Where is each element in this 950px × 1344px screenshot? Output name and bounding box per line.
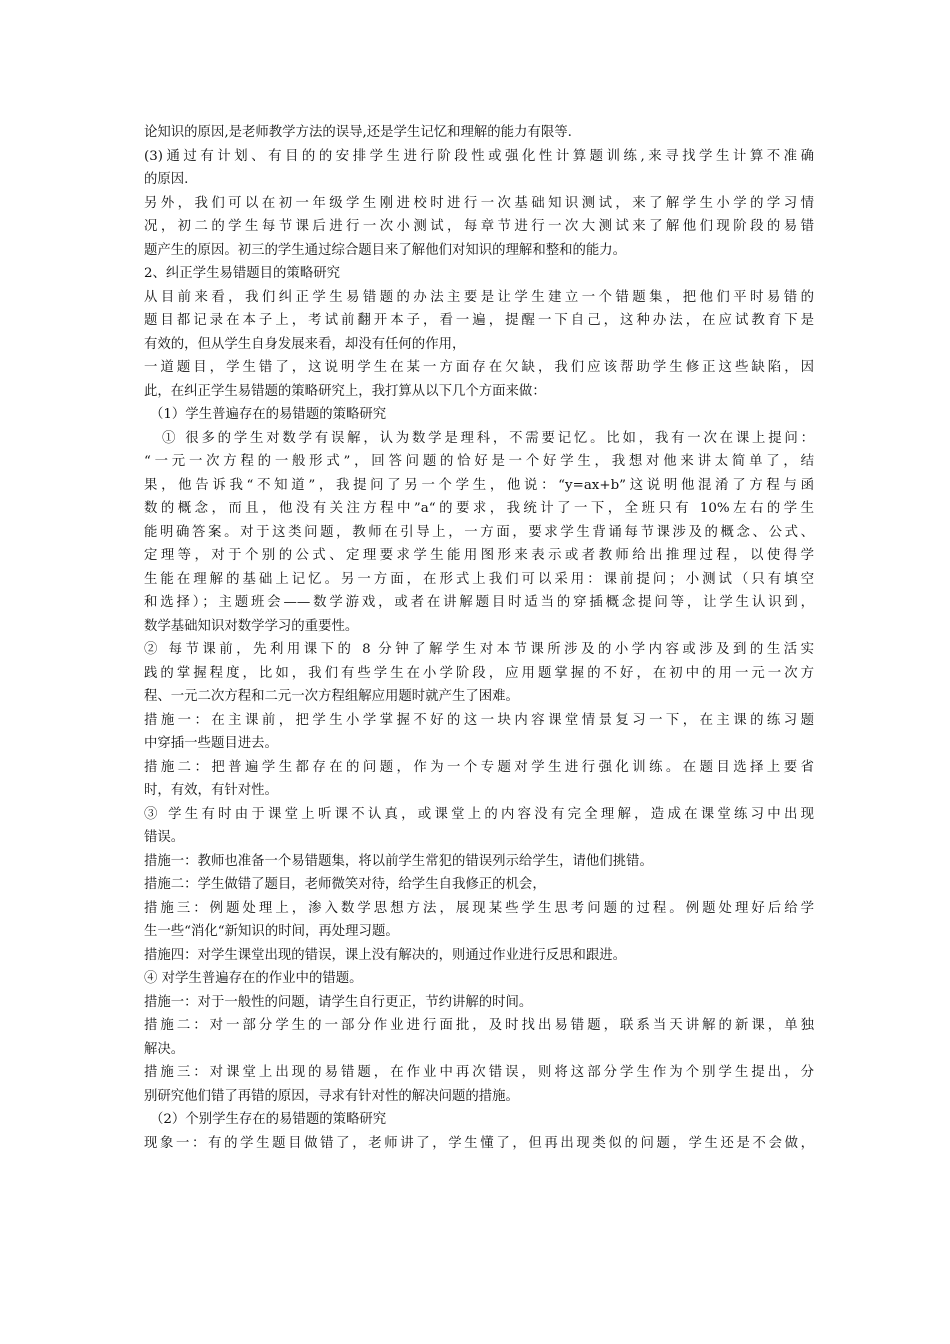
text-line: 论知识的原因,是老师教学方法的误导,还是学生记忆和理解的能力有限等.: [144, 125, 572, 140]
text-line: 的原因.: [144, 172, 189, 187]
text-line: 践的掌握程度，比如，我们有些学生在小学阶段，应用题掌握的不好，在初中的用一元一次方: [144, 665, 814, 681]
text-line: 程、一元二次方程和二元一次方程组解应用题时就产生了困难。: [144, 689, 519, 704]
text-line: 措施二：对一部分学生的一部分作业进行面批，及时找出易错题，联系当天讲解的新课，单独: [144, 1018, 814, 1033]
text-line: 一道题目，学生错了，这说明学生在某一方面存在欠缺，我们应该帮助学生修正这些缺陷，因: [144, 360, 814, 375]
text-line: 定理等，对于个别的公式、定理要求学生能用图形来表示或者教师给出推理过程，以使得学: [144, 548, 814, 563]
text-line: 时，有效，有针对性。: [144, 783, 278, 798]
text-line: 另外，我们可以在初一年级学生刚进校时进行一次基础知识测试，来了解学生小学的学习情: [144, 195, 814, 211]
text-line: 措施二：学生做错了题目，老师微笑对待，给学生自我修正的机会，: [144, 877, 546, 892]
text-line: 题目都记录在本子上，考试前翻开本子，看一遍，提醒一下自己，这种办法，在应试教育下是: [144, 313, 814, 328]
text-line: 数学基础知识对数学学习的重要性。: [144, 618, 359, 634]
text-line: 况，初二的学生每节课后进行一次小测试，每章节进行一次大测试来了解他们现阶段的易错: [144, 219, 814, 234]
text-line: 错误。: [144, 830, 185, 845]
text-line: 措施一：对于一般性的问题，请学生自行更正，节约讲解的时间。: [144, 994, 533, 1010]
text-line: 有效的，但从学生自身发展来看，却没有任何的作用，: [144, 336, 466, 352]
text-line: 解决。: [144, 1041, 185, 1057]
subsection-heading: （1）学生普遍存在的易错题的策略研究: [150, 407, 387, 422]
text-line: “一元一次方程的一般形式”，回答问题的恰好是一个好学生，我想对他来讲太简单了，结: [144, 454, 814, 469]
text-line: 措施三：例题处理上，渗入数学思想方法，展现某些学生思考问题的过程。例题处理好后给学: [144, 900, 814, 916]
text-line: ② 每节课前，先利用课下的 8 分钟了解学生对本节课所涉及的小学内容或涉及到的生活实: [144, 642, 814, 657]
document-page: [144, 121, 814, 1155]
text-line: 数的概念，而且，他没有关注方程中”a“的要求，我统计了一下，全班只有 10%左右的学生: [144, 501, 814, 516]
text-line: 别研究他们错了再错的原因，寻求有针对性的解决问题的措施。: [144, 1088, 519, 1104]
text-line: 此，在纠正学生易错题的策略研究上，我打算从以下几个方面来做：: [144, 383, 546, 399]
text-line: 生一些“消化“新知识的时间，再处理习题。: [144, 924, 399, 939]
text-line: 题产生的原因。初三的学生通过综合题目来了解他们对知识的理解和整和的能力。: [144, 242, 627, 258]
text-line: ④ 对学生普遍存在的作业中的错题。: [144, 971, 363, 986]
text-line: 从目前来看，我们纠正学生易错题的办法主要是让学生建立一个错题集，把他们平时易错的: [144, 289, 814, 305]
text-line: ③ 学生有时由于课堂上听课不认真，或课堂上的内容没有完全理解，造成在课堂练习中出现: [144, 806, 814, 822]
text-line: (3)通过有计划、有目的的安排学生进行阶段性或强化性计算题训练,来寻找学生计算不准确: [144, 148, 814, 164]
text-line: 措施一：在主课前，把学生小学掌握不好的这一块内容课堂情景复习一下，在主课的练习题: [144, 712, 814, 728]
text-line: 能明确答案。对于这类问题，教师在引导上，一方面，要求学生背诵每节课涉及的概念、公式、: [144, 524, 814, 540]
text-line: 生能在理解的基础上记忆。另一方面，在形式上我们可以采用：课前提问；小测试（只有填空: [144, 571, 814, 587]
text-line: ① 很多的学生对数学有误解，认为数学是理科，不需要记忆。比如，我有一次在课上提问：: [162, 430, 814, 446]
text-line: 措施一：教师也准备一个易错题集，将以前学生常犯的错误列示给学生，请他们挑错。: [144, 853, 653, 869]
text-line: 现象一：有的学生题目做错了，老师讲了，学生懂了，但再出现类似的问题，学生还是不会做，: [144, 1135, 814, 1151]
text-line: 措施三：对课堂上出现的易错题，在作业中再次错误，则将这部分学生作为个别学生提出，分: [144, 1065, 814, 1080]
text-line: 中穿插一些题目进去。: [144, 736, 278, 751]
subsection-heading: （2）个别学生存在的易错题的策略研究: [150, 1112, 387, 1127]
text-line: 措施四：对学生课堂出现的错误，课上没有解决的，则通过作业进行反思和跟进。: [144, 947, 627, 963]
text-line: 果，他告诉我“不知道”，我提问了另一个学生，他说：“y=ax+b”这说明他混淆了方程与函: [144, 477, 814, 493]
section-heading: 2、纠正学生易错题目的策略研究: [144, 266, 340, 281]
text-line: 措施二：把普遍学生都存在的问题，作为一个专题对学生进行强化训练。在题目选择上要省: [144, 759, 814, 775]
text-line: 和选择）；主题班会——数学游戏，或者在讲解题目时适当的穿插概念提问等，让学生认识到，: [144, 595, 814, 610]
